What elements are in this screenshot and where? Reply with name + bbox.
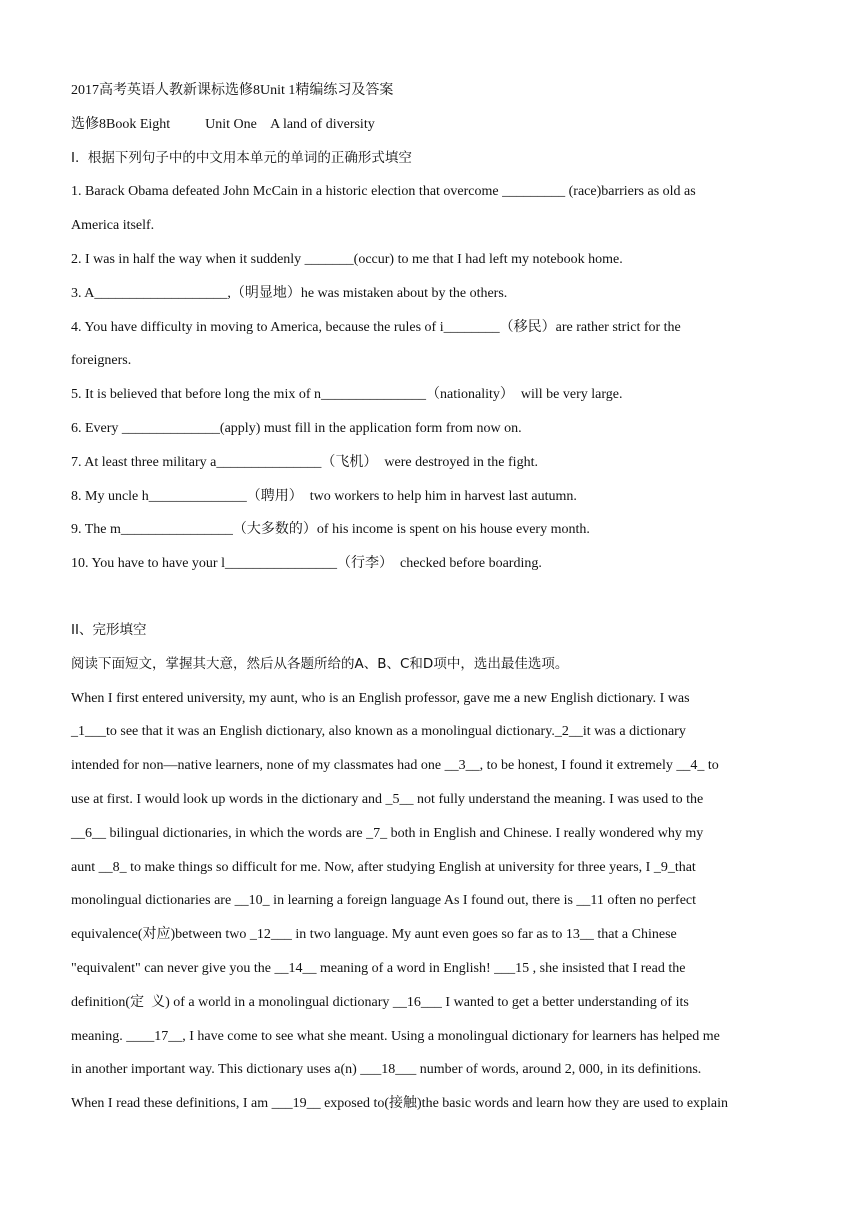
section1-item-9: 9. The m________________（大多数的）of his income is spent on his house every month. bbox=[71, 522, 590, 538]
section1-item-3: 3. A___________________,（明显地）he was mistaken about by the others. bbox=[71, 285, 508, 301]
section1-item-7: 7. At least three military a_______________（飞机） were destroyed in the fight. bbox=[71, 454, 538, 470]
passage-line-2: _1___to see that it was an English dictionary, also known as a monolingual dictionary._2__it was a dictionary bbox=[71, 724, 686, 740]
passage-line-7: monolingual dictionaries are __10_ in learning a foreign language As I found out, there is __11 often no perfect bbox=[71, 893, 697, 909]
section1-item-10: 10. You have to have your l________________（行李） checked before boarding. bbox=[71, 556, 542, 572]
section1-item-2: 2. I was in half the way when it suddenly _______(occur) to me that I had left my notebook home. bbox=[71, 251, 623, 267]
passage-line-10: definition(定 义) of a world in a monolingual dictionary __16___ I wanted to get a better understanding of its bbox=[71, 994, 689, 1010]
passage-line-1: When I first entered university, my aunt, who is an English professor, gave me a new English dictionary. I was bbox=[71, 690, 690, 706]
passage-line-4: use at first. I would look up words in the dictionary and _5__ not fully understand the meaning. I was used to the bbox=[71, 791, 704, 807]
section1-item-5: 5. It is believed that before long the mix of n_______________（nationality） will be very large. bbox=[71, 387, 623, 403]
section2-heading: II、完形填空 bbox=[71, 621, 147, 638]
passage-line-9: "equivalent" can never give you the __14__ meaning of a word in English! ___15 , she insisted that I read the bbox=[71, 960, 686, 976]
section1-item-6: 6. Every ______________(apply) must fill in the application form from now on. bbox=[71, 420, 522, 436]
passage-line-8: equivalence(对应)between two _12___ in two language. My aunt even goes so far as to 13__ that a Chinese bbox=[71, 927, 677, 943]
document-page bbox=[71, 74, 787, 1121]
section1-item-1a: 1. Barack Obama defeated John McCain in a historic election that overcome _________ (race)barriers as old as bbox=[71, 184, 696, 200]
document-title: 2017高考英语人教新课标选修8Unit 1精编练习及答案 bbox=[71, 83, 394, 98]
section1-heading: I. 根据下列句子中的中文用本单元的单词的正确形式填空 bbox=[71, 149, 412, 166]
passage-line-6: aunt __8_ to make things so difficult for me. Now, after studying English at university for three years, I _9_that bbox=[71, 859, 696, 875]
section2-instruction: 阅读下面短文，掌握其大意，然后从各题所给的A、B、C和D项中，选出最佳选项。 bbox=[71, 655, 569, 672]
passage-line-3: intended for non—native learners, none of my classmates had one __3__, to be honest, I found it extremely __4_ to bbox=[71, 758, 719, 774]
section-spacer bbox=[71, 581, 787, 614]
section1-item-4a: 4. You have difficulty in moving to America, because the rules of i________（移民）are rather strict for the bbox=[71, 319, 681, 335]
section1-item-1b: America itself. bbox=[71, 218, 155, 234]
passage-line-12: in another important way. This dictionary uses a(n) ___18___ number of words, around 2, 000, in its definitions. bbox=[71, 1062, 702, 1078]
passage-line-5: __6__ bilingual dictionaries, in which the words are _7_ both in English and Chinese. I really wondered why my bbox=[71, 825, 704, 841]
document-subtitle: 选修8Book Eight Unit One A land of diversity bbox=[71, 116, 375, 132]
passage-line-11: meaning. ____17__, I have come to see what she meant. Using a monolingual dictionary for learners has helped me bbox=[71, 1028, 720, 1044]
passage-line-13: When I read these definitions, I am ___19__ exposed to(接触)the basic words and learn how they are used to explain bbox=[71, 1096, 729, 1112]
section1-item-8: 8. My uncle h______________（聘用） two workers to help him in harvest last autumn. bbox=[71, 488, 577, 504]
section1-item-4b: foreigners. bbox=[71, 353, 132, 369]
